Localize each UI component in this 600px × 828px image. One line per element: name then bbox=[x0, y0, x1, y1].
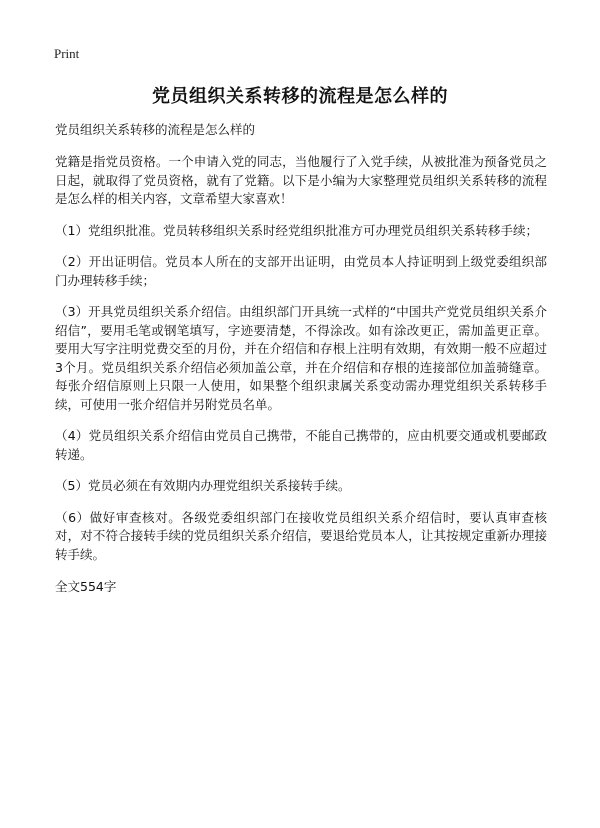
paragraph-step-4: （4）党员组织关系介绍信由党员自己携带，不能自己携带的，应由机要交通或机要邮政转递。 bbox=[55, 428, 547, 462]
print-link[interactable]: Print bbox=[54, 46, 80, 61]
paragraph-step-3: （3）开具党员组织关系介绍信。由组织部门开具统一式样的“中国共产党党员组织关系介绍信”，要用毛笔或钢笔填写，字迹要清楚，不得涂改。如有涂改更正，需加盖更正章。要用大写字注明党费交至的月份，并在介绍信和存根上注明有效期，有效期一般不应超过3个月。党员组织关系介绍信必须加盖公章，并在介绍信和存根的连接部位加盖骑缝章。每张介绍信原则上只限一人使用，如果整个组织隶属关系变动需办理党组织关系转移手续，可使用一张介绍信并另附党员名单。 bbox=[55, 304, 547, 412]
paragraph-step-1: （1）党组织批准。党员转移组织关系时经党组织批准方可办理党员组织关系转移手续； bbox=[55, 222, 538, 238]
paragraph-intro: 党籍是指党员资格。一个申请入党的同志，当他履行了入党手续，从被批准为预备党员之日起，就取得了党员资格，就有了党籍。以下是小编为大家整理党员组织关系转移的流程是怎么样的相关内容，文章希望大家喜欢！ bbox=[55, 154, 547, 206]
page-title: 党员组织关系转移的流程是怎么样的 bbox=[152, 86, 448, 107]
paragraph-step-6: （6）做好审查核对。各级党委组织部门在接收党员组织关系介绍信时，要认真审查核对，对不符合接转手续的党员组织关系介绍信，要退给党员本人，让其按规定重新办理接转手续。 bbox=[55, 509, 547, 562]
article-body bbox=[55, 120, 547, 596]
word-count: 全文554字 bbox=[55, 579, 117, 594]
article-subtitle: 党员组织关系转移的流程是怎么样的 bbox=[55, 122, 256, 137]
paragraph-step-5: （5）党员必须在有效期内办理党组织关系接转手续。 bbox=[55, 478, 351, 493]
paragraph-step-2: （2）开出证明信。党员本人所在的支部开出证明，由党员本人持证明到上级党委组织部门办理转移手续； bbox=[55, 254, 547, 288]
